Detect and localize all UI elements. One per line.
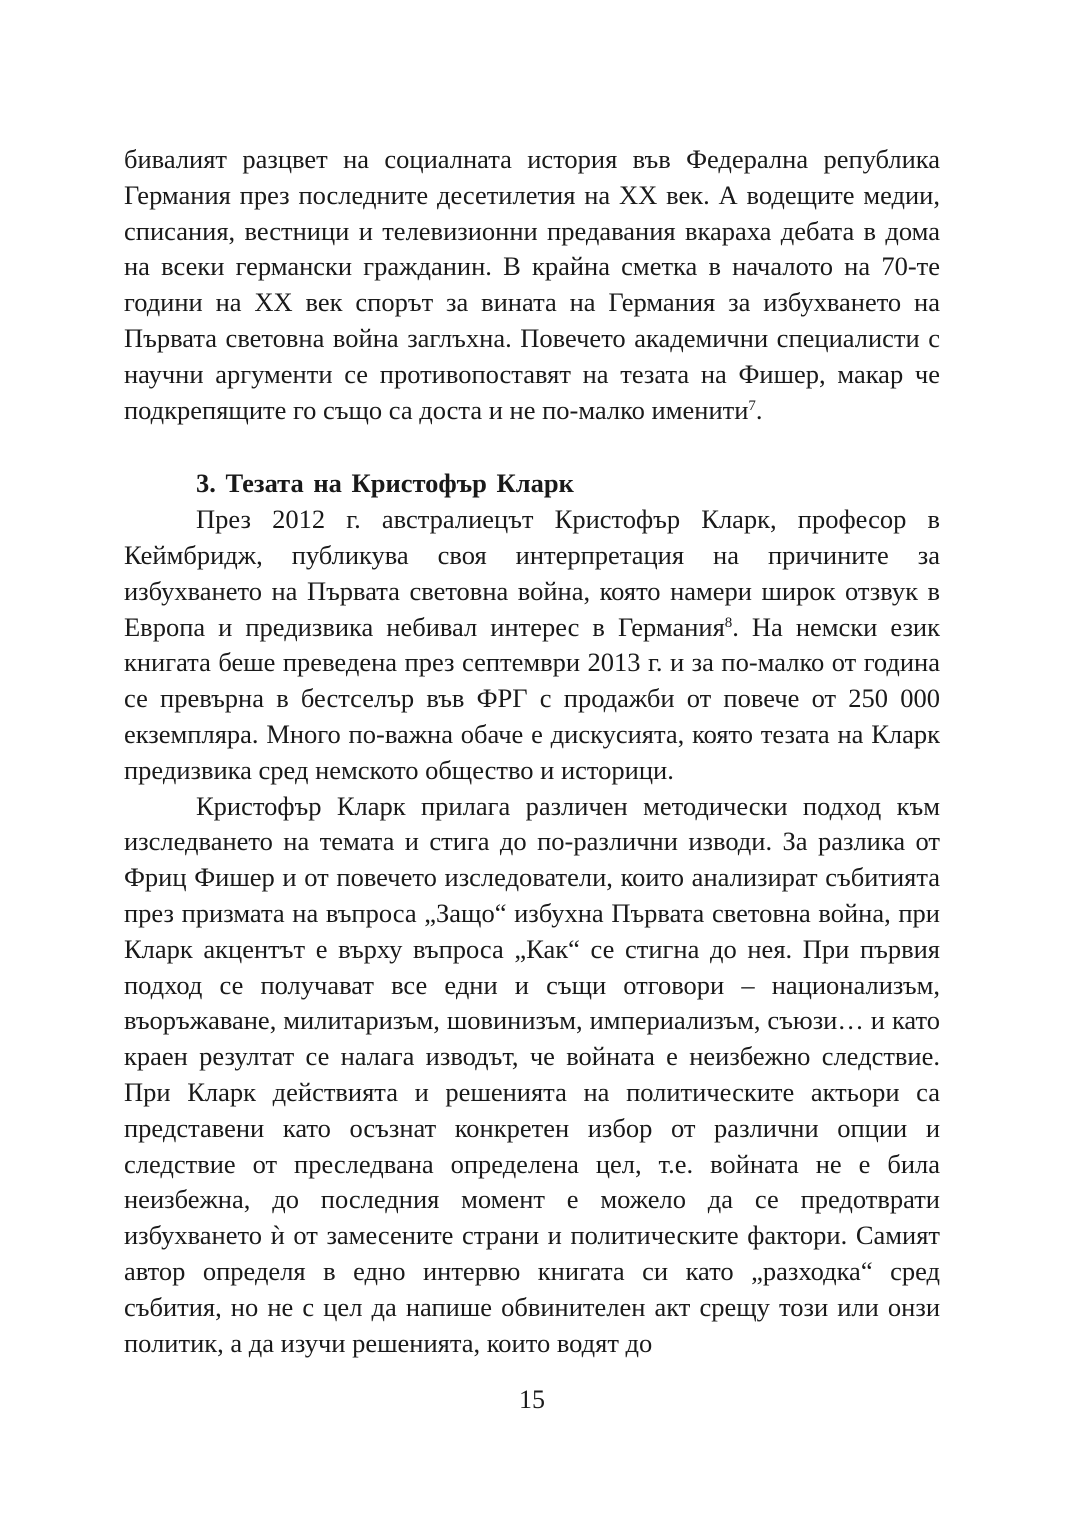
paragraph-text: бивалият разцвет на социалната история във Федерална република Германия през последните десетилетия на ХХ век. А водещите медии, списания, вестници и телевизионни предавания вкараха дебата в дома на всеки германски гражданин. В крайна сметка в началото на 70-те години на ХХ век спорът за вината на Германия за избухването на Първата световна война заглъхна. Повечето академични специалисти с научни аргументи се противопоставят на тезата на Фишер, макар че подкрепящите го също са доста и не по-малко именити — [124, 144, 940, 425]
paragraph-clark-publication — [124, 502, 940, 788]
page-number: 15 — [519, 1385, 545, 1414]
paragraph-text: През 2012 г. австралиецът Кристофър Кларк, професор в Кеймбридж, публикува своя интерпретация на причините за избухването на Първата световна война, която намери широк отзвук в Европа и предизвика небивал интерес в Германия — [124, 504, 940, 642]
paragraph-tail: . На немски език книгата беше преведена през септември 2013 г. и за по-малко от година се превърна в бестселър във ФРГ с продажби от повече от 250 000 екземпляра. Много по-важна обаче е дискусията, която тезата на Кларк предизвика сред немското общество и историци. — [124, 611, 940, 785]
section-heading: 3. Тезата на Кристофър Кларк — [196, 468, 574, 499]
footnote-marker-8[interactable]: 8 — [724, 614, 733, 631]
page-body — [124, 142, 940, 1361]
footnote-marker-7[interactable]: 7 — [748, 397, 756, 414]
paragraph-tail: . — [755, 394, 763, 425]
paragraph-text: Кристофър Кларк прилага различен методически подход към изследването на темата и стига до по-различни изводи. За разлика от Фриц Фишер и от повечето изследователи, които анализират събитията през призмата на въпроса „Защо“ избухна Първата световна война, при Кларк акцентът е върху въпроса „Как“ се стигна до нея. При първия подход се получават все едни и същи отговори – национализъм, въоръжаване, милитаризъм, шовинизъм, империализъм, съюзи… и като краен резултат се налага изводът, че войната е неизбежно следствие. При Кларк действията и решенията на политическите актьори са представени като осъзнат конкретен избор от различни опции и следствие от преследвана определена цел, т.е. войната не е била неизбежна, до последния момент е можело да се предотврати избухването ѝ от замесените страни и политическите фактори. Самият автор определя в едно интервю книгата си като „разходка“ сред събития, но не с цел да напише обвинителен акт срещу този или онзи политик, а да изучи решенията, които водят до — [124, 790, 940, 1358]
paragraph-clark-method — [124, 789, 940, 1362]
paragraph-fischer-debate — [124, 142, 940, 428]
